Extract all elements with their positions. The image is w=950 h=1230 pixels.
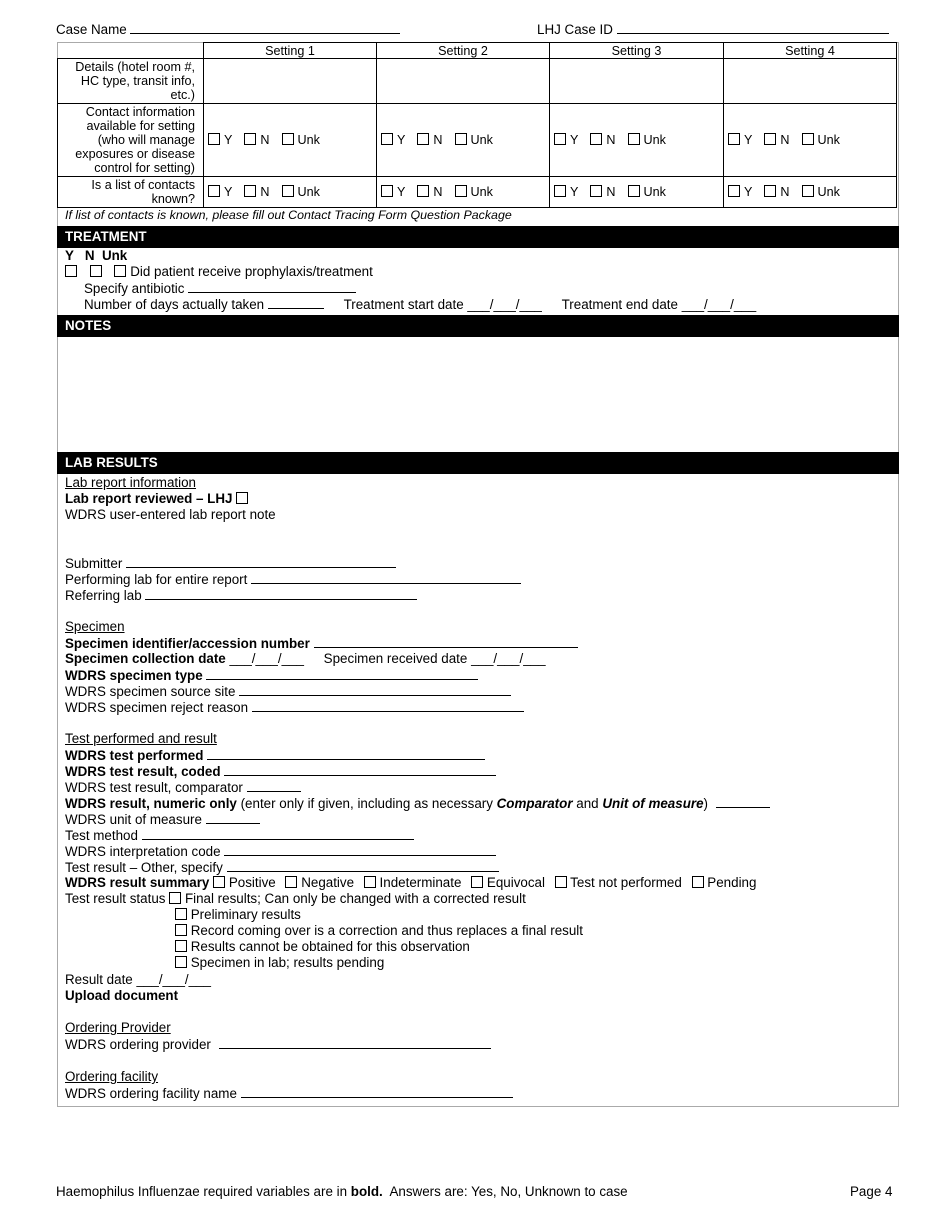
checkbox-y[interactable] [554, 185, 566, 197]
treatment-yn-header: Y N Unk [65, 248, 128, 263]
checkbox-unk[interactable] [282, 185, 294, 197]
checkbox-n[interactable] [244, 185, 256, 197]
interpretation-code-field[interactable] [224, 843, 496, 856]
treatment-section-header: TREATMENT [57, 226, 899, 248]
interpretation-code-label: WDRS interpretation code [65, 844, 221, 859]
received-date-label: Specimen received date [323, 651, 468, 666]
specimen-id-field[interactable] [314, 635, 578, 648]
numeric-result-label: WDRS result, numeric only [65, 796, 237, 811]
ordering-provider-label: WDRS ordering provider [65, 1037, 211, 1052]
setting-3-header: Setting 3 [550, 43, 724, 59]
details-row [58, 59, 897, 104]
lab-report-reviewed-row [65, 491, 248, 507]
setting-4-header: Setting 4 [724, 43, 897, 59]
checkbox-y[interactable] [208, 133, 220, 145]
case-name-row [56, 21, 400, 39]
antibiotic-field[interactable] [188, 280, 356, 293]
treatment-yes-checkbox[interactable] [65, 265, 77, 277]
settings-table [57, 42, 897, 208]
contact-info-setting-3: Y N Unk [550, 104, 724, 177]
contact-info-row [58, 104, 897, 177]
treatment-question-row [65, 264, 373, 280]
status-unobtainable-checkbox[interactable] [175, 940, 187, 952]
case-name-field[interactable] [130, 21, 400, 34]
numeric-instructions-1: (enter only if given, including as necessary [236, 796, 497, 811]
checkbox-unk[interactable] [282, 133, 294, 145]
checkbox-unk[interactable] [802, 133, 814, 145]
contact-info-setting-2: Y N Unk [377, 104, 550, 177]
contact-info-setting-4: Y N Unk [724, 104, 897, 177]
treatment-end-field[interactable]: ___/___/___ [681, 297, 757, 312]
received-date-field[interactable]: ___/___/___ [471, 651, 546, 666]
summary-positive-checkbox[interactable] [213, 876, 225, 888]
treatment-dates-row [84, 296, 756, 312]
referring-lab-field[interactable] [145, 587, 417, 600]
checkbox-unk[interactable] [455, 185, 467, 197]
lhj-case-id-label: LHJ Case ID [537, 22, 613, 37]
result-other-row [65, 859, 499, 875]
summary-not-performed-checkbox[interactable] [555, 876, 567, 888]
contact-list-setting-3: Y N Unk [550, 177, 724, 208]
checkbox-y[interactable] [728, 133, 740, 145]
details-setting-4[interactable] [724, 59, 897, 104]
test-result-coded-field[interactable] [224, 763, 496, 776]
unit-measure-row [65, 811, 260, 827]
result-date-field[interactable]: ___/___/___ [136, 972, 211, 987]
result-other-field[interactable] [227, 859, 499, 872]
lhj-case-id-row [537, 21, 889, 39]
status-correction-row: Record coming over is a correction and thus replaces a final result [175, 923, 583, 939]
unit-measure-label: WDRS unit of measure [65, 812, 202, 827]
test-performed-row [65, 747, 485, 763]
result-status-row: Test result status Final results; Can only be changed with a corrected result [65, 891, 526, 906]
numeric-unit-term: Unit of measure [602, 796, 704, 811]
numeric-result-field[interactable] [716, 795, 770, 808]
specimen-id-label: Specimen identifier/accession number [65, 636, 310, 651]
treatment-start-field[interactable]: ___/___/___ [467, 297, 542, 312]
test-result-coded-row [65, 763, 496, 779]
result-other-label: Test result – Other, specify [65, 860, 223, 875]
test-header: Test performed and result [65, 731, 217, 746]
specimen-type-row [65, 667, 478, 683]
lab-results-section-header: LAB RESULTS [57, 452, 899, 474]
treatment-start-label: Treatment start date [343, 297, 464, 312]
treatment-unk-checkbox[interactable] [114, 265, 126, 277]
days-taken-label: Number of days actually taken [84, 297, 265, 312]
checkbox-n[interactable] [244, 133, 256, 145]
checkbox-n[interactable] [590, 185, 602, 197]
referring-lab-label: Referring lab [65, 588, 142, 603]
status-pending-checkbox[interactable] [175, 956, 187, 968]
comparator-label: WDRS test result, comparator [65, 780, 243, 795]
ordering-facility-field[interactable] [241, 1085, 513, 1098]
checkbox-n[interactable] [590, 133, 602, 145]
checkbox-n[interactable] [417, 133, 429, 145]
notes-section-header: NOTES [57, 315, 899, 337]
result-summary-label: WDRS result summary [65, 875, 210, 890]
lab-report-info-header: Lab report information [65, 475, 197, 490]
days-taken-field[interactable] [268, 296, 324, 309]
source-site-label: WDRS specimen source site [65, 684, 236, 699]
performing-lab-label: Performing lab for entire report [65, 572, 248, 587]
settings-header-row [58, 43, 897, 59]
status-pending-row: Specimen in lab; results pending [175, 955, 384, 971]
checkbox-n[interactable] [764, 185, 776, 197]
checkbox-y[interactable] [728, 185, 740, 197]
contact-list-setting-4: Y N Unk [724, 177, 897, 208]
test-performed-field[interactable] [207, 747, 485, 760]
submitter-label: Submitter [65, 556, 123, 571]
status-preliminary-row: Preliminary results [175, 907, 301, 923]
test-method-field[interactable] [142, 827, 414, 840]
summary-negative-checkbox[interactable] [285, 876, 297, 888]
treatment-question: Did patient receive prophylaxis/treatment [130, 264, 373, 279]
upload-document[interactable]: Upload document [65, 988, 179, 1003]
comparator-field[interactable] [247, 779, 301, 792]
numeric-close: ) [703, 796, 709, 811]
test-method-row [65, 827, 414, 843]
specimen-dates-row [65, 651, 546, 667]
case-name-label: Case Name [56, 22, 127, 37]
ordering-facility-row [65, 1085, 513, 1101]
result-status-label: Test result status [65, 891, 166, 906]
page-number: Page 4 [850, 1184, 893, 1199]
reject-reason-field[interactable] [252, 699, 524, 712]
checkbox-y[interactable] [381, 133, 393, 145]
setting-2-header: Setting 2 [377, 43, 550, 59]
collection-date-field[interactable]: ___/___/___ [229, 651, 304, 666]
test-performed-label: WDRS test performed [65, 748, 204, 763]
result-date-row [65, 972, 211, 988]
footer-note: Haemophilus Influenzae required variables are in bold. Answers are: Yes, No, Unknown to case [56, 1184, 628, 1199]
collection-date-label: Specimen collection date [65, 651, 226, 666]
details-setting-3[interactable] [550, 59, 724, 104]
checkbox-y[interactable] [208, 185, 220, 197]
specimen-type-label: WDRS specimen type [65, 668, 203, 683]
contact-tracing-note: If list of contacts is known, please fill out Contact Tracing Form Question Package [65, 208, 512, 222]
antibiotic-row [84, 280, 356, 296]
status-preliminary-checkbox[interactable] [175, 908, 187, 920]
details-label: Details (hotel room #, HC type, transit info, etc.) [58, 59, 204, 104]
details-setting-2[interactable] [377, 59, 550, 104]
checkbox-unk[interactable] [628, 133, 640, 145]
checkbox-y[interactable] [554, 133, 566, 145]
test-method-label: Test method [65, 828, 138, 843]
ordering-facility-label: WDRS ordering facility name [65, 1086, 237, 1101]
treatment-no-checkbox[interactable] [90, 265, 102, 277]
lhj-case-id-field[interactable] [617, 21, 889, 34]
contact-list-row [58, 177, 897, 208]
source-site-field[interactable] [239, 683, 511, 696]
reject-reason-label: WDRS specimen reject reason [65, 700, 249, 715]
summary-indeterminate-checkbox[interactable] [364, 876, 376, 888]
numeric-result-row [65, 795, 770, 811]
ordering-provider-header: Ordering Provider [65, 1020, 171, 1035]
specimen-header: Specimen [65, 619, 125, 634]
ordering-facility-header: Ordering facility [65, 1069, 159, 1084]
status-final-checkbox[interactable] [169, 892, 181, 904]
unit-measure-field[interactable] [206, 811, 260, 824]
checkbox-unk[interactable] [455, 133, 467, 145]
contact-list-label: Is a list of contacts known? [58, 177, 204, 208]
performing-lab-row [65, 571, 521, 587]
result-summary-row: WDRS result summary Positive Negative Indeterminate Equivocal Test not performed Pending [65, 875, 757, 890]
checkbox-n[interactable] [417, 185, 429, 197]
numeric-and: and [572, 796, 603, 811]
specimen-type-field[interactable] [206, 667, 478, 680]
antibiotic-label: Specify antibiotic [84, 281, 185, 296]
details-setting-1[interactable] [204, 59, 377, 104]
comparator-row [65, 779, 301, 795]
test-result-coded-label: WDRS test result, coded [65, 764, 221, 779]
performing-lab-field[interactable] [251, 571, 521, 584]
checkbox-unk[interactable] [628, 185, 640, 197]
setting-1-header: Setting 1 [204, 43, 377, 59]
summary-equivocal-checkbox[interactable] [471, 876, 483, 888]
checkbox-y[interactable] [381, 185, 393, 197]
contact-info-setting-1: Y N Unk [204, 104, 377, 177]
result-date-label: Result date [65, 972, 133, 987]
summary-pending-checkbox[interactable] [692, 876, 704, 888]
status-correction-checkbox[interactable] [175, 924, 187, 936]
status-unobtainable-row: Results cannot be obtained for this observation [175, 939, 470, 955]
checkbox-unk[interactable] [802, 185, 814, 197]
treatment-end-label: Treatment end date [561, 297, 678, 312]
settings-corner [58, 43, 204, 59]
submitter-row [65, 555, 396, 571]
ordering-provider-row [65, 1036, 491, 1052]
contact-list-setting-2: Y N Unk [377, 177, 550, 208]
lab-report-reviewed-checkbox[interactable] [236, 492, 248, 504]
source-site-row [65, 683, 511, 699]
user-lab-note-label: WDRS user-entered lab report note [65, 507, 276, 522]
numeric-comparator-term: Comparator [496, 796, 573, 811]
lab-report-reviewed-label: Lab report reviewed – LHJ [65, 491, 233, 506]
reject-reason-row [65, 699, 524, 715]
submitter-field[interactable] [126, 555, 396, 568]
referring-lab-row [65, 587, 417, 603]
contact-list-setting-1: Y N Unk [204, 177, 377, 208]
interpretation-code-row [65, 843, 496, 859]
notes-area[interactable] [58, 337, 898, 452]
ordering-provider-field[interactable] [219, 1036, 491, 1049]
specimen-id-row [65, 635, 578, 651]
checkbox-n[interactable] [764, 133, 776, 145]
contact-info-label: Contact information available for setting (who will manage exposures or disease control for setting) [58, 104, 204, 177]
